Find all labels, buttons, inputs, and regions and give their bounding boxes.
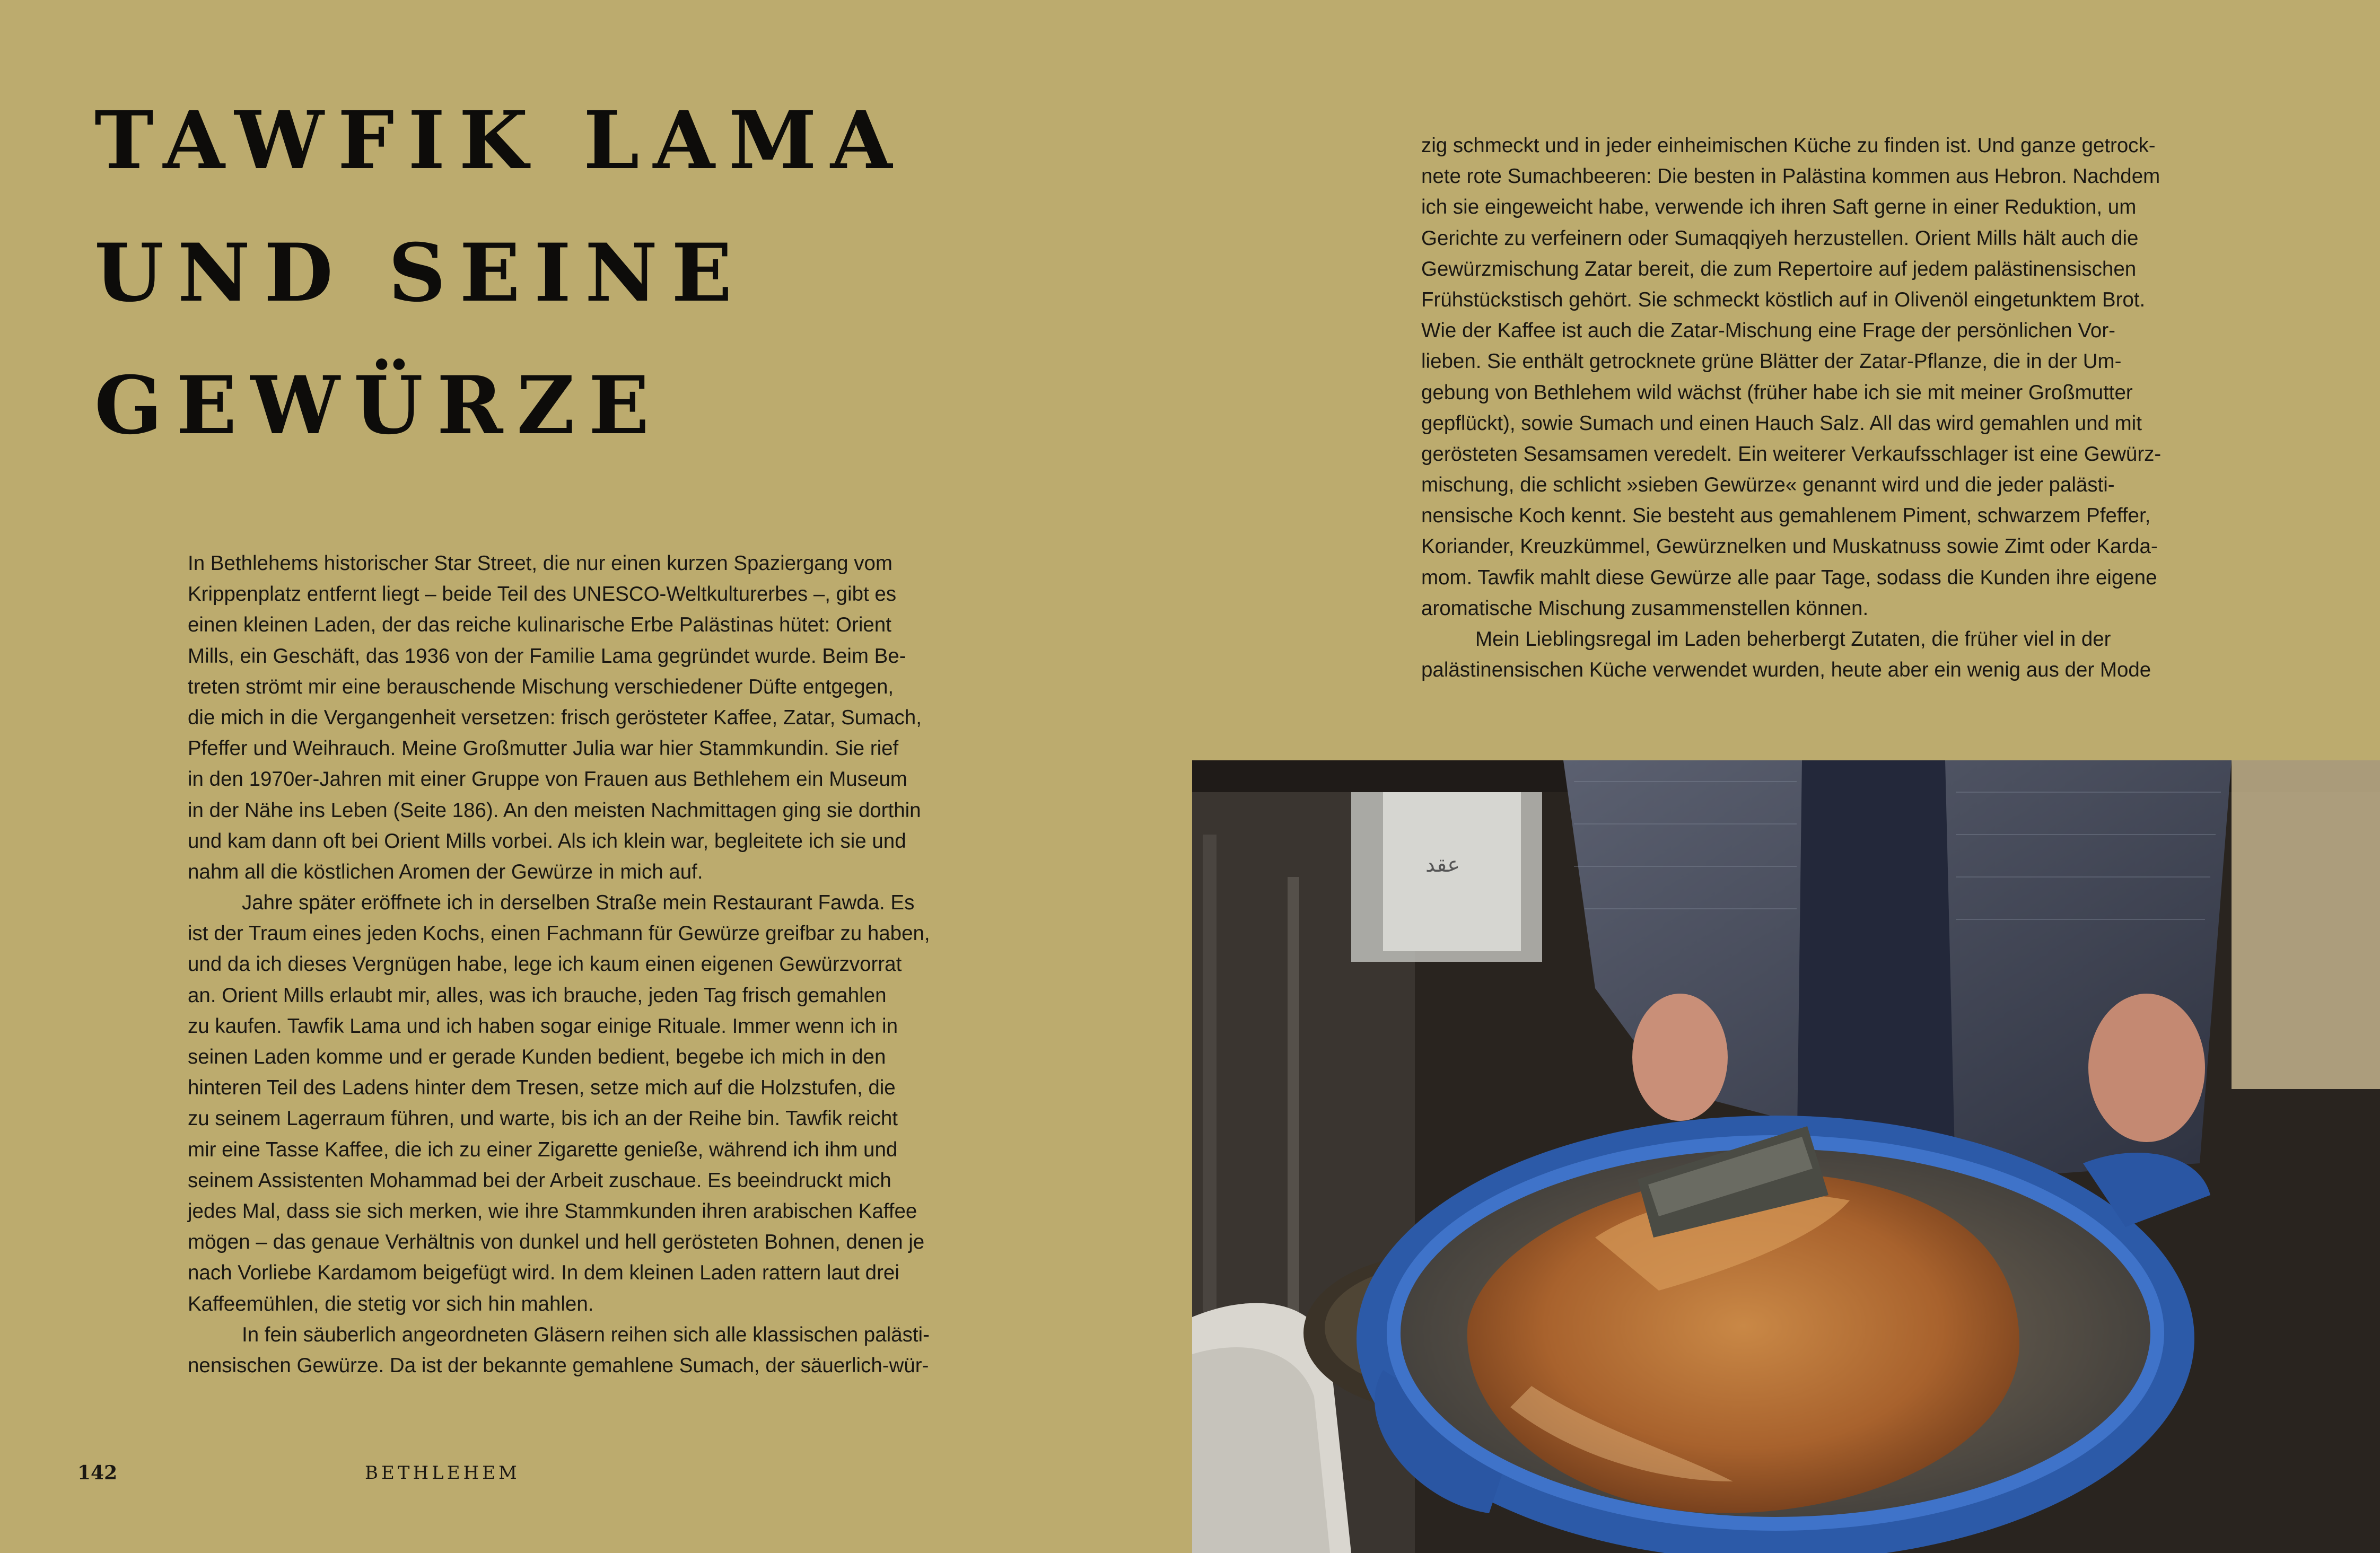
text-line: nahm all die köstlichen Aromen der Gewürze in mich auf. xyxy=(188,860,703,883)
text-line: treten strömt mir eine berauschende Mischung verschiedener Düfte entgegen, xyxy=(188,675,894,698)
text-line: zu seinem Lagerraum führen, und warte, bis ich an der Reihe bin. Tawfik reicht xyxy=(188,1107,898,1130)
text-line: Jahre später eröffnete ich in derselben Straße mein Restaurant Fawda. Es xyxy=(242,891,915,915)
text-line: In Bethlehems historischer Star Street, die nur einen kurzen Spaziergang vom xyxy=(188,552,892,575)
left-text-column xyxy=(188,548,973,1381)
text-line: hinteren Teil des Ladens hinter dem Tresen, setze mich auf die Holzstufen, die xyxy=(188,1076,896,1100)
text-line: an. Orient Mills erlaubt mir, alles, was ich brauche, jeden Tag frisch gemahlen xyxy=(188,984,887,1007)
title-line: GEWÜRZE xyxy=(94,359,663,452)
text-line: In fein säuberlich angeordneten Gläsern reihen sich alle klassischen palästi- xyxy=(242,1323,930,1346)
text-line: seinen Laden komme und er gerade Kunden bedient, begebe ich mich in den xyxy=(188,1046,886,1068)
spice-bowl-photo xyxy=(1192,760,2380,1553)
text-line: in den 1970er-Jahren mit einer Gruppe von Frauen aus Bethlehem ein Museum xyxy=(188,768,907,791)
text-line: mom. Tawfik mahlt diese Gewürze alle paar Tage, sodass die Kunden ihre eigene xyxy=(1421,566,2157,589)
text-line: gebung von Bethlehem wild wächst (früher habe ich sie mit meiner Großmutter xyxy=(1421,381,2133,404)
chapter-title xyxy=(94,74,996,472)
text-line: Wie der Kaffee ist auch die Zatar-Mischung eine Frage der persönlichen Vor- xyxy=(1421,319,2115,343)
text-line: die mich in die Vergangenheit versetzen: frisch gerösteter Kaffee, Zatar, Sumach, xyxy=(188,706,922,729)
text-line: nensische Koch kennt. Sie besteht aus gemahlenem Piment, schwarzem Pfeffer, xyxy=(1421,504,2151,528)
text-line: Krippenplatz entfernt liegt – beide Teil des UNESCO-Weltkulturerbes –, gibt es xyxy=(188,583,897,606)
text-line: ich sie eingeweicht habe, verwende ich ihren Saft gerne in einer Reduktion, um xyxy=(1421,196,2137,219)
text-line: Gewürzmischung Zatar bereit, die zum Repertoire auf jedem palästinensischen xyxy=(1421,257,2137,280)
text-line: seinem Assistenten Mohammad bei der Arbeit zuschaue. Es beeindruckt mich xyxy=(188,1169,891,1192)
page-number: 142 xyxy=(77,1462,118,1484)
right-text-column xyxy=(1421,130,2201,686)
title-line: UND SEINE xyxy=(94,226,746,320)
text-line: in der Nähe ins Leben (Seite 186). An den meisten Nachmittagen ging sie dorthin xyxy=(188,799,921,822)
text-line: Mein Lieblingsregal im Laden beherbergt Zutaten, die früher viel in der xyxy=(1475,628,2111,651)
text-line: Gerichte zu verfeinern oder Sumaqqiyeh herzustellen. Orient Mills hält auch die xyxy=(1421,226,2139,250)
text-line: und da ich dieses Vergnügen habe, lege ich kaum einen eigenen Gewürzvorrat xyxy=(188,953,902,976)
jar-label: عقد xyxy=(1425,853,1460,877)
text-line: zu kaufen. Tawfik Lama und ich haben sogar einige Rituale. Immer wenn ich in xyxy=(188,1014,898,1038)
text-line: aromatische Mischung zusammenstellen können. xyxy=(1421,596,1869,620)
text-line: Frühstückstisch gehört. Sie schmeckt köstlich auf in Olivenöl eingetunktem Brot. xyxy=(1421,288,2146,311)
text-line: mögen – das genaue Verhältnis von dunkel und hell gerösteten Bohnen, denen je xyxy=(188,1231,925,1254)
title-line: TAWFIK LAMA xyxy=(94,94,906,187)
text-line: mischung, die schlicht »sieben Gewürze« genannt wird und die jeder palästi- xyxy=(1421,473,2115,497)
text-line: Koriander, Kreuzkümmel, Gewürznelken und Muskatnuss sowie Zimt oder Karda- xyxy=(1421,535,2158,558)
text-line: mir eine Tasse Kaffee, die ich zu einer Zigarette genieße, während ich ihm und xyxy=(188,1138,898,1161)
text-line: nach Vorliebe Kardamom beigefügt wird. In dem kleinen Laden rattern laut drei xyxy=(188,1261,899,1285)
text-line: und kam dann oft bei Orient Mills vorbei. Als ich klein war, begleitete ich sie und xyxy=(188,829,906,853)
text-line: ist der Traum eines jeden Kochs, einen Fachmann für Gewürze greifbar zu haben, xyxy=(188,922,930,945)
text-line: Kaffeemühlen, die stetig vor sich hin mahlen. xyxy=(188,1292,594,1315)
text-line: gepflückt), sowie Sumach und einen Hauch Salz. All das wird gemahlen und mit xyxy=(1421,411,2142,435)
text-line: nete rote Sumachbeeren: Die besten in Palästina kommen aus Hebron. Nachdem xyxy=(1421,165,2160,188)
running-head: BETHLEHEM xyxy=(365,1462,520,1484)
text-line: einen kleinen Laden, der das reiche kulinarische Erbe Palästinas hütet: Orient xyxy=(188,613,891,637)
text-line: gerösteten Sesamsamen veredelt. Ein weiterer Verkaufsschlager ist eine Gewürz- xyxy=(1421,442,2162,466)
text-line: Pfeffer und Weihrauch. Meine Großmutter Julia war hier Stammkundin. Sie rief xyxy=(188,737,899,760)
text-line: jedes Mal, dass sie sich merken, wie ihre Stammkunden ihren arabischen Kaffee xyxy=(188,1199,917,1223)
text-line: palästinensischen Küche verwendet wurden, heute aber ein wenig aus der Mode xyxy=(1421,659,2151,682)
text-line: nensischen Gewürze. Da ist der bekannte gemahlene Sumach, der säuerlich-wür- xyxy=(188,1354,929,1377)
text-line: Mills, ein Geschäft, das 1936 von der Familie Lama gegründet wurde. Beim Be- xyxy=(188,644,906,668)
text-line: lieben. Sie enthält getrocknete grüne Blätter der Zatar-Pflanze, die in der Um- xyxy=(1421,350,2122,373)
text-line: zig schmeckt und in jeder einheimischen Küche zu finden ist. Und ganze getrock- xyxy=(1421,134,2156,157)
